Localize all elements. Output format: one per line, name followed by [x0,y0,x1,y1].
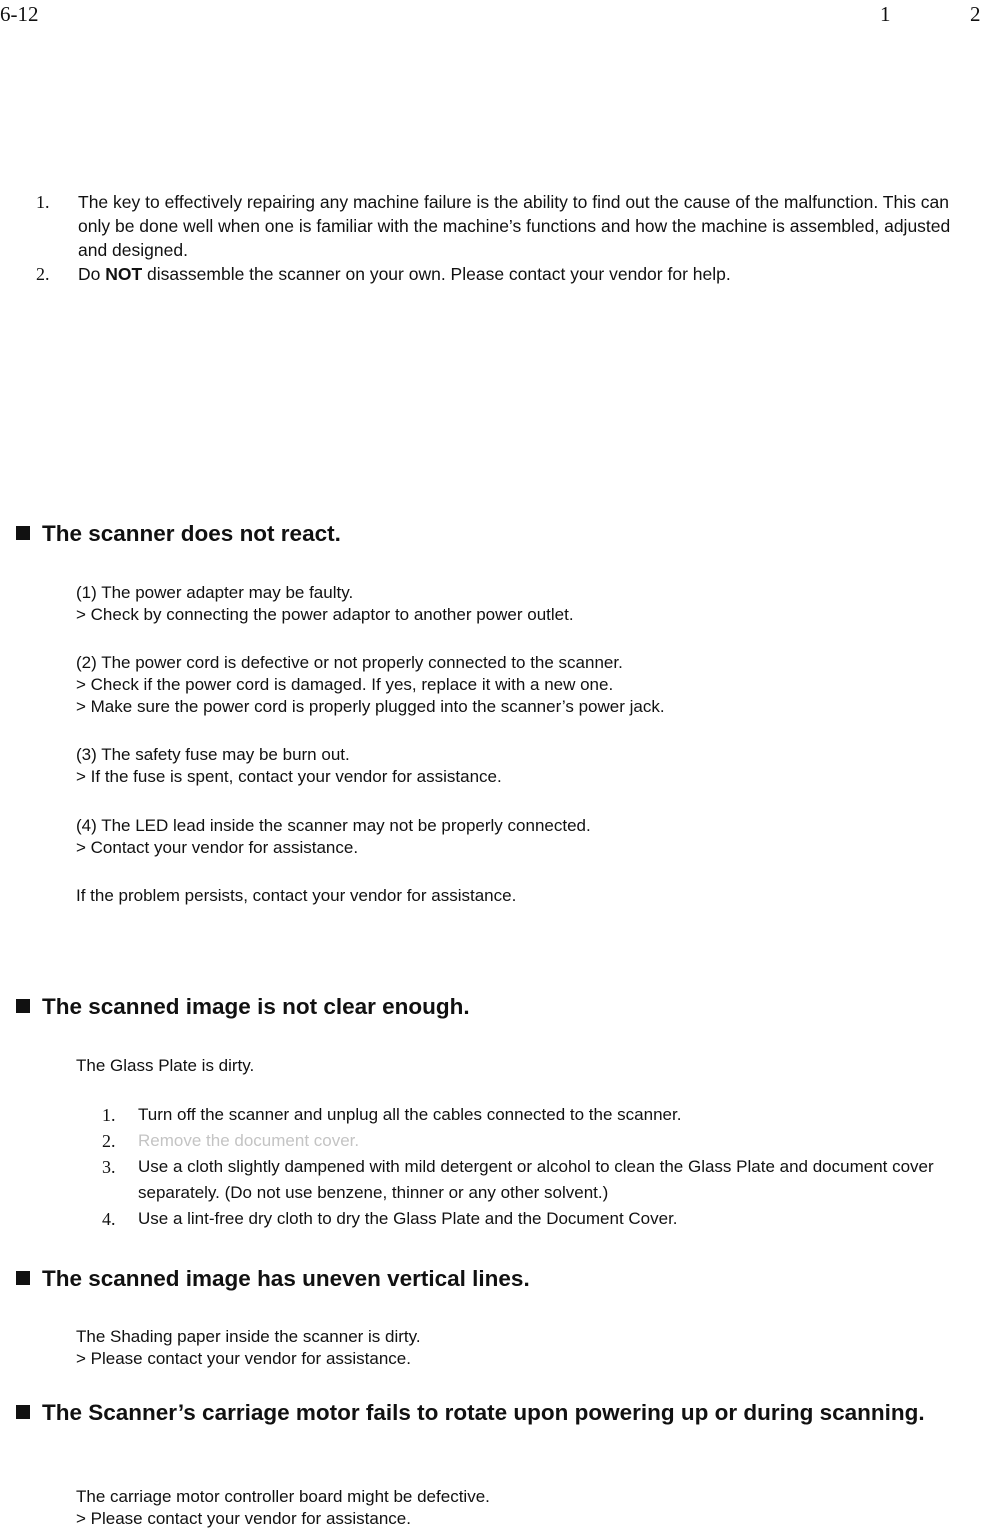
section-heading-vertical-lines [14,1263,974,1295]
header-mark-2: 2 [970,2,981,26]
step-number: 3. [102,1157,116,1177]
remedy-line: > Please contact your vendor for assistance. [76,1509,411,1528]
remedy-line: > Check by connecting the power adaptor to another power outlet. [76,605,574,624]
cause-group-3 [76,744,976,788]
section-heading-text: The scanner does not react. [42,521,341,546]
square-bullet-icon [16,1405,30,1419]
cleaning-step [96,1154,976,1206]
emphasis-not: NOT [105,264,143,284]
step-text: Use a cloth slightly dampened with mild detergent or alcohol to clean the Glass Plate and document cover separately. (Do not use benzene, thinner or any other solvent.) [138,1157,934,1202]
cause-line: (1) The power adapter may be faulty. [76,583,354,602]
intro-item-number: 2. [36,264,50,284]
cause-text: The Glass Plate is dirty. [76,1056,255,1075]
remedy-line: > If the fuse is spent, contact your vendor for assistance. [76,767,502,786]
section-heading-text: The scanned image is not clear enough. [42,994,470,1019]
intro-item-text-post: disassemble the scanner on your own. Please contact your vendor for help. [142,264,731,284]
cause-group-shading [76,1326,976,1370]
square-bullet-icon [16,999,30,1013]
cause-group-4 [76,815,976,859]
intro-item-number: 1. [36,192,50,212]
step-text: Remove the document cover. [138,1131,360,1150]
remedy-line: > Make sure the power cord is properly plugged into the scanner’s power jack. [76,697,665,716]
step-number: 2. [102,1131,116,1151]
intro-item-text: The key to effectively repairing any machine failure is the ability to find out the cause of the malfunction. This can only be done well when one is familiar with the machine’s functions and how the machine is assembled, adjusted and designed. [78,192,951,260]
intro-list [0,190,988,286]
step-number: 1. [102,1105,116,1125]
remedy-line: > Check if the power cord is damaged. If yes, replace it with a new one. [76,675,614,694]
cause-line-glass [76,1055,976,1077]
section-heading-no-react [14,518,974,550]
closing-text: If the problem persists, contact your vendor for assistance. [76,886,517,905]
step-text: Turn off the scanner and unplug all the cables connected to the scanner. [138,1105,682,1124]
intro-item-text-pre: Do [78,264,106,284]
cleaning-step [96,1128,976,1154]
page-number-label: 6-12 [0,2,39,26]
cause-line: The Shading paper inside the scanner is dirty. [76,1327,421,1346]
section-heading-text: The scanned image has uneven vertical lines. [42,1266,530,1291]
cause-group-1 [76,582,976,626]
section-heading-text: The Scanner’s carriage motor fails to rotate upon powering up or during scanning. [42,1400,925,1425]
cleaning-step [96,1102,976,1128]
remedy-line: > Contact your vendor for assistance. [76,838,359,857]
step-text: Use a lint-free dry cloth to dry the Glass Plate and the Document Cover. [138,1209,678,1228]
cause-line: (3) The safety fuse may be burn out. [76,745,350,764]
cleaning-step [96,1206,976,1232]
square-bullet-icon [16,526,30,540]
cause-group-motor [76,1486,976,1530]
cleaning-steps-list [96,1102,976,1232]
intro-item [0,262,988,286]
cause-line: (2) The power cord is defective or not properly connected to the scanner. [76,653,623,672]
closing-note [76,885,976,907]
section-heading-carriage-motor [14,1397,974,1429]
cause-group-2 [76,652,976,718]
header-mark-1: 1 [880,2,891,26]
step-number: 4. [102,1209,116,1229]
cause-line: The carriage motor controller board might be defective. [76,1487,490,1506]
remedy-line: > Please contact your vendor for assistance. [76,1349,411,1368]
intro-item [0,190,988,262]
cause-line: (4) The LED lead inside the scanner may not be properly connected. [76,816,591,835]
section-heading-not-clear [14,991,974,1023]
square-bullet-icon [16,1271,30,1285]
